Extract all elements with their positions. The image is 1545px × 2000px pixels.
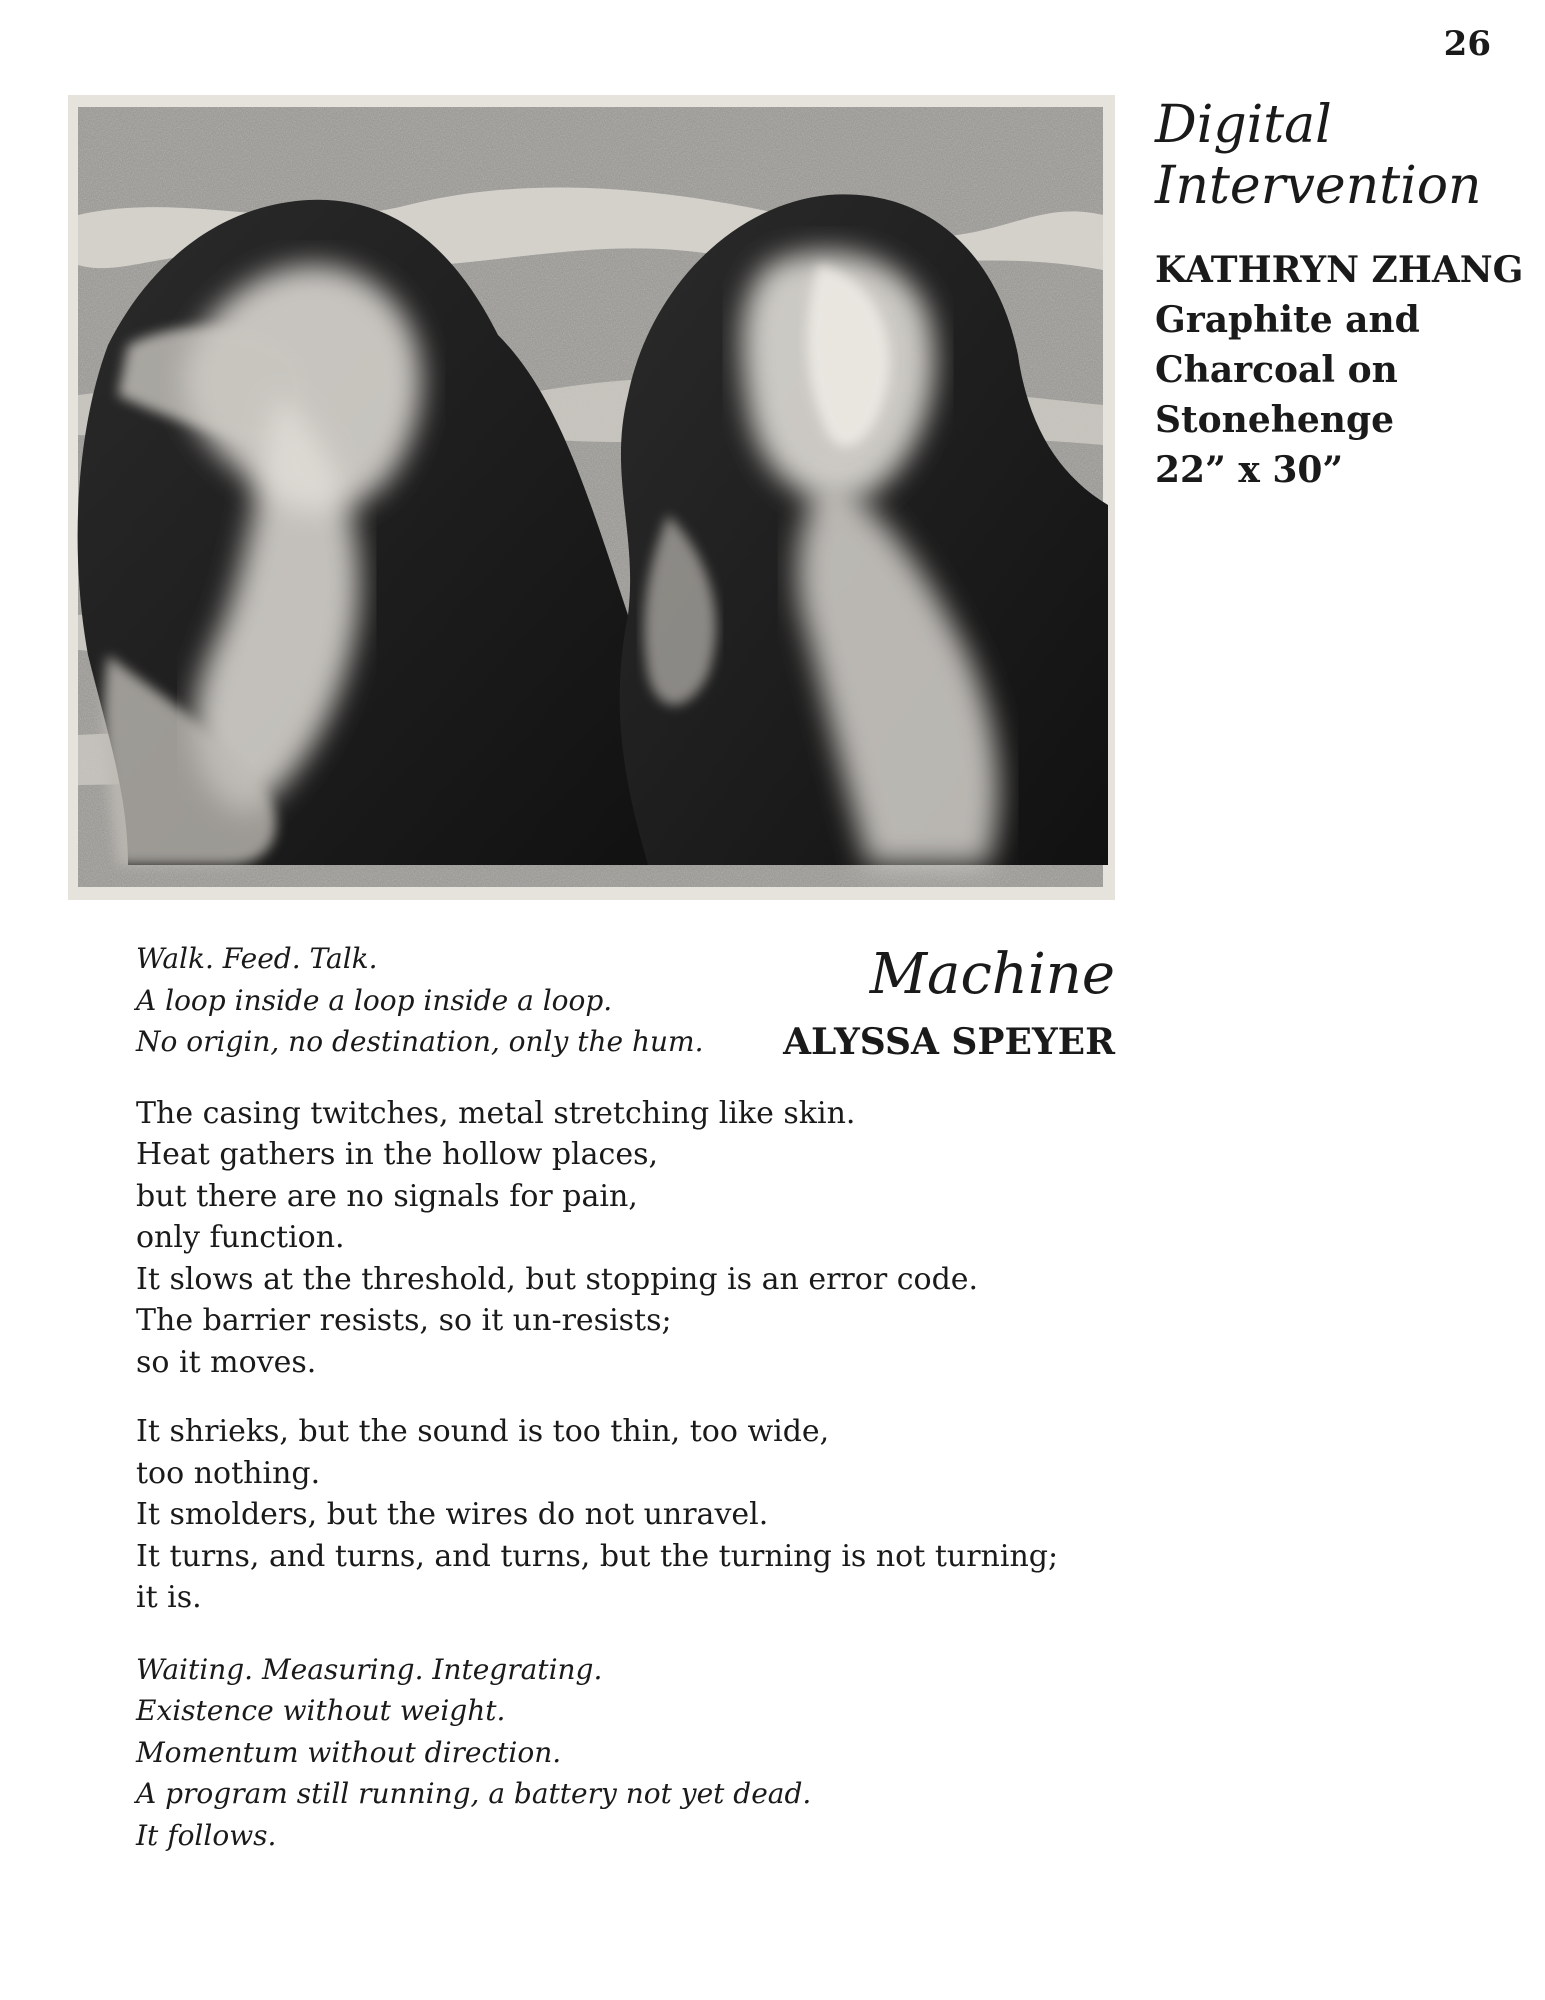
poem-line: so it moves. (136, 1344, 317, 1380)
page-number: 26 (1443, 24, 1491, 64)
poem-line: It follows. (136, 1818, 277, 1852)
poem-line: It smolders, but the wires do not unravel. (136, 1497, 769, 1532)
poem-line: A loop inside a loop inside a loop. (136, 983, 613, 1017)
artwork-details (1155, 245, 1525, 495)
poem-stanza (136, 1411, 1136, 1619)
poem-line: Momentum without direction. (136, 1735, 562, 1769)
poem-stanza (136, 938, 1136, 1063)
poem-line: Walk. Feed. Talk. (136, 942, 378, 975)
poem-line: too nothing. (136, 1455, 321, 1491)
poem-line: A program still running, a battery not yet dead. (136, 1777, 812, 1810)
poem-line: No origin, no destination, only the hum. (136, 1025, 704, 1058)
poem-line: only function. (136, 1220, 345, 1255)
poem-body (136, 938, 1136, 1856)
poem-title: Machine (869, 942, 1115, 1007)
poem-line: Waiting. Measuring. Integrating. (136, 1652, 603, 1686)
poem-line: it is. (136, 1580, 202, 1615)
poem-line: It slows at the threshold, but stopping is an error code. (136, 1261, 979, 1297)
poem-stanza (136, 1649, 1136, 1857)
poem-line: The casing twitches, metal stretching like skin. (136, 1095, 856, 1131)
poem-line: It turns, and turns, and turns, but the turning is not turning; (136, 1538, 1059, 1574)
poem-line: Heat gathers in the hollow places, (136, 1137, 659, 1172)
artwork-image (68, 95, 1115, 900)
artwork-title: Digital Intervention (1155, 95, 1482, 216)
medium-line: Charcoal on (1155, 349, 1398, 391)
poem-author: ALYSSA SPEYER (783, 1021, 1115, 1063)
poem-line: It shrieks, but the sound is too thin, too wide, (136, 1414, 830, 1449)
artwork-dimensions: 22” x 30” (1155, 449, 1344, 491)
poem-line: Existence without weight. (136, 1694, 506, 1727)
medium-line: Stonehenge (1155, 399, 1395, 441)
poem-line: The barrier resists, so it un-resists; (136, 1303, 672, 1338)
medium-line: Graphite and (1155, 299, 1420, 341)
artwork-caption (1155, 95, 1525, 495)
poem-line: but there are no signals for pain, (136, 1178, 638, 1214)
poem-stanza (136, 1093, 1136, 1384)
artist-name: KATHRYN ZHANG (1155, 249, 1524, 291)
graphite-drawing-illustration (68, 95, 1115, 900)
